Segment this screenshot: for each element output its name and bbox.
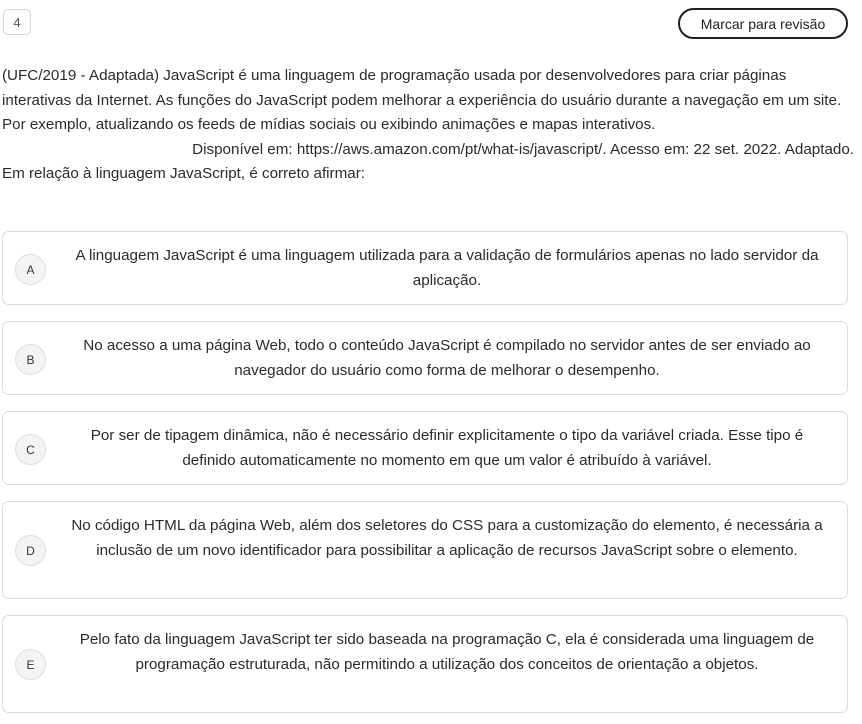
option-text-d: No código HTML da página Web, além dos seletores do CSS para a customização do elemento, é necessária a inclusão de um novo identificador para possibilitar a aplicação de recursos JavaScript sobre o elemento.: [71, 517, 823, 559]
stem-source: Disponível em: https://aws.amazon.com/pt/what-is/javascript/. Acesso em: 22 set. 2022. Adaptado.: [192, 140, 854, 158]
option-letter-c: C: [15, 434, 46, 465]
option-a[interactable]: [2, 231, 848, 305]
option-letter-e: E: [15, 649, 46, 680]
option-text-a: A linguagem JavaScript é uma linguagem utilizada para a validação de formulários apenas no lado servidor da aplicação.: [75, 247, 819, 289]
question-stem: [2, 64, 854, 187]
option-text-b: No acesso a uma página Web, todo o conteúdo JavaScript é compilado no servidor antes de ser enviado ao navegador do usuário como forma de melhorar o desempenho.: [83, 337, 811, 379]
option-text-e: Pelo fato da linguagem JavaScript ter sido baseada na programação C, ela é considerada uma linguagem de programação estruturada, não permitindo a utilização dos conceitos de orientação a objetos.: [79, 631, 815, 673]
stem-prompt: Em relação à linguagem JavaScript, é correto afirmar:: [2, 165, 365, 182]
option-e[interactable]: [2, 615, 848, 713]
option-d[interactable]: [2, 501, 848, 599]
option-b[interactable]: [2, 321, 848, 395]
option-c[interactable]: [2, 411, 848, 485]
mark-for-review-button[interactable]: Marcar para revisão: [678, 8, 848, 39]
option-letter-b: B: [15, 344, 46, 375]
option-text-c: Por ser de tipagem dinâmica, não é necessário definir explicitamente o tipo da variável criada. Esse tipo é definido automaticamente no momento em que um valor é atribuído à variável.: [90, 427, 804, 469]
option-letter-d: D: [15, 535, 46, 566]
question-number-badge: 4: [3, 9, 31, 35]
option-letter-a: A: [15, 254, 46, 285]
stem-paragraph: (UFC/2019 - Adaptada) JavaScript é uma linguagem de programação usada por desenvolvedores para criar páginas interativas da Internet. As funções do JavaScript podem melhorar a experiência do usuário durante a navegação em um site. Por exemplo, atualizando os feeds de mídias sociais ou exibindo animações e mapas interativos.: [2, 67, 842, 133]
